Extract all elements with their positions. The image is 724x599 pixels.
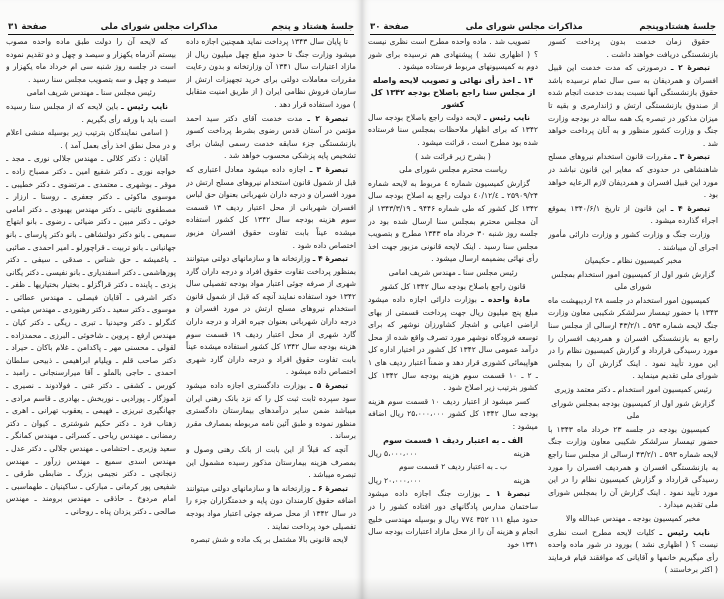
paragraph-label: مادهٔ واحده ـ [481,295,530,305]
paragraph-text: ( بشرح زیر قرائت شد ) [415,151,491,161]
paragraph-label: تبصرهٔ ۳ ـ [309,164,348,174]
section-heading [368,435,538,447]
paragraph-text: درصورتی که مدت خدمت این قبیل افسران و همردیفان به سی سال تمام نرسیده باشد حقوق بازنشستگی آنها نسبت بمدت خدمت انجام شده از صندوق بازنشستگی ارتش و ژاندارمری و بقیه تا میزان مذکور در تبصره یک همه ساله در بودجه وزارت جنگ و وزارت کشور منظور و به آنان پرداخت خواهد شد . [548,63,718,148]
paragraph [368,112,538,150]
paragraph [368,36,538,74]
centered-line [548,384,718,397]
paragraph-text: باین لایحه که از مجلس سنا رسیده است باید با ورقه رأی بگیریم . [6,101,176,124]
text-column [186,36,356,593]
paragraph-text: وزارتخانه ها و سازمانهای دولتی میتوانند اضافه حقوق کارمندان دون پایه و خدمتگزاران جزء را در سال ۱۳۴۲ از محل صرفه جوئی اعتبار مواد بودجه تفصیلی خود پرداخت نمایند . [186,483,356,531]
paragraph-label: تبصرهٔ ۳ ـ [674,152,710,162]
session-title: جلسهٔ هشتاد و پنجم [271,22,354,32]
paragraph [186,483,356,533]
paragraph-text: رئیس مجلس سنا ـ مهندس شریف امامی [388,267,518,277]
paragraph [368,488,538,551]
paragraph-label: تبصرهٔ ۲ ـ [307,113,348,123]
paragraph-text: کسر میشود از اعتبار ردیف ۱۰ قسمت سوم هزینه بودجه سال ۱۳۴۲ کل کشور ۲۵،۰۰۰،۰۰۰ ریال اضافه میشود : [368,396,538,432]
paragraph [548,527,718,577]
paragraph [368,294,538,395]
publication-title: مذاكرات مجلس شوراى ملى [100,22,218,32]
paragraph-label: نایب رئیس ـ [121,101,168,111]
page-header [370,19,716,35]
paragraph [548,424,718,512]
budget-line-label: هزینه [513,475,530,485]
paragraph-text: آقایان : دکتر کلالی ـ مهندس جلالی نوری ـ مجد ـ خواجه نوری ـ دکتر شفیع امین ـ دکتر مصباح زاده ـ موقر ـ بوشهری ـ معتمدی ـ مرتضوی ـ دکتر خطیبی ـ موسوی ماکوئی ـ دکتر جعفری ـ روستا ـ ارزار ـ مصطفوی نائینی ـ دکتر مهندس بهبودی ـ دکتر امامی خوئی ـ دکتر مبین ـ دکتر ضیائی ـ رضوی ـ بانو ابتهاج سمیعی ـ بانو دکتر دولتشاهی ـ بانو دکتر پارسای ـ بانو جهانبانی ـ بانو تربیت ـ قراچورلو ـ امیر احمدی ـ صائبی ـ باغمیشه ـ حق شناس ـ صدقی ـ سیفی ـ دکتر پورهاشمی ـ دکتر اسفندیاری ـ بانو نفیسی ـ دکتر یگانی یزدی ـ پاینده ـ دکتر قراگزلو ـ بختیار بختیاریها ـ ظفر ـ دکتر اشرفی ـ آقایان فیصلی ـ مهندس عطائی ـ موسوی ـ دکتر سعید ـ دکتر رهنوردی ـ مهندس میثمی ـ کنگرلو ـ دکتر وحیدنیا ـ تبری ـ ریگی ـ دکتر کیان ـ مهندس ارفع ـ پروین ـ شاخوئی ـ البرزی ـ محمدزاده ـ لقولی ـ محسنی مهر ـ پاکدامن ـ غلام باکان ـ حیراد ـ دکتر صاحب قلم ـ ویلیام ابراهیمی ـ ذبیحی سلطان احمدی ـ حاجی بالملو ـ آقا میرارسنجانی ـ رامبد ـ کورس ـ کشفی ـ دکتر غنی ـ فولادوند ـ نصیری ـ آموزگار ـ پورادیی ـ نوربخش ـ بهادری ـ قاسم مرادی ـ جهانگیری تبریزی ـ فهیمی ـ یعقوب تهرانی ـ اهری ـ زهتاب فرد ـ دکتر حکیم شوشتری ـ کیوان ـ دکتر رمضانی ـ مهندس ریاحی ـ کسرائی ـ مهندس کمانگر ـ سعید وزیری ـ احتشامی ـ مهندس جلالی ـ دکتر عدل ـ مهندس اسدی سمیع ـ مهندس زرآور ـ مهندس زنجانچی ـ دکتر نجیمی بزرگ ـ ضابطی طرقی ـ شفیعی پور کرمانی ـ مبارکی ـ ساکینیان ـ طهماسبی ـ امام مردوخ ـ حاذقی ـ مهندس برومند ـ مهندس صالحی ـ دکتر یزدان پناه ـ روحانی ـ [6,154,176,516]
centered-line [368,281,538,294]
paragraph [186,444,356,482]
paragraph-text: مخبر کمیسیون نظام ـ حکیمیان [584,256,682,266]
paragraph-text: مدت خدمت آقای دکتر سید احمد مؤتمن در آستان قدس رضوی بشرط پرداخت کسور بازنشستگی جزء سابقه خدمت رسمی ایشان برای تشخیص پایه پزشکی محسوب خواهد شد . [186,113,356,161]
session-title: جلسهٔ هشتادوپنجم [639,22,716,32]
paragraph-label: تبصرهٔ ۴ ـ [670,203,710,213]
centered-line [368,151,538,164]
centered-line [548,513,718,526]
paragraph-text: تا پایان سال ۱۳۴۳ پرداخت نماید همچنین اجازه داده میشود وزارت جنگ تا حدود مبلغ چهل میلیون ریال از مازاد اعتبارات سال ۱۳۴۱ آن وزارتخانه و بدون رعایت مقررات معاملات دولتی برای خرید تجهیزات ارتش از سازمان فروش نظامی ایران ( از طریق امنیت متقابل ) مورد استفاده قرار دهد . [186,37,356,109]
paragraph-text: گزارش شور اول از کمیسیون بودجه بمجلس شورای ملی [551,398,715,421]
paragraph-text: این قانون از تاریخ ۱۳۴۰/۶/۱ بموقع اجراء گذارده میشود . [548,203,718,226]
paragraph [548,36,718,61]
budget-line [368,448,538,461]
paragraph-label: تبصرهٔ ۵ ـ [309,381,348,391]
paragraph [186,113,356,163]
paragraph-label: تبصرهٔ ۶ ـ [312,483,348,493]
centered-line [368,164,538,177]
paragraph [186,36,356,112]
paragraph-text: لایحه قانونی بالا مشتمل بر یک ماده و شش تبصره [190,535,348,545]
paragraph-text: رئیس مجلس سنا ـ مهندس شریف امامی [26,88,156,98]
budget-line-amount: ۲۰،۰۰۰،۰۰۰ ریال [368,475,422,485]
paragraph-text: اجازه داده میشود معادل اعتباری که قبل از شمول قانون استخدام نیروهای مسلح ارتش در مورد افسران و درجه داران شهربانی بعنوان حق لباس افسران شهربانی از محل اعتبار ردیف ۱۳ قسمت سوم هزینه بودجه سال ۱۳۴۲ کل کشور استفاده میشده عیناً بابت تفاوت حقوق افسران مزبور اختصاص داده شود . [186,164,356,250]
paragraph-text: که لایحه آن را دولت طبق ماده واحده مصوب بیستم آذرماه یکهزار و سیصد و چهل و دو تقدیم نموده است در جلسه روز شنبه سی ام خرداد ماه یکهزار و سیصد و چهل و سه بتصویب مجلس سنا رسید . [6,37,176,84]
centered-line [548,255,718,268]
paragraph [6,153,176,518]
paragraph-text: الف ـ به اعتبار ردیف ۱ قسمت سوم [383,435,523,445]
paragraph [548,62,718,150]
text-column [6,36,176,593]
text-columns [368,36,718,593]
paragraph-label: تبصرهٔ ۲ ـ [670,63,710,73]
paragraph-text: وزارتخانه ها و سازمانهای دولتی میتوانند بمنظور پرداخت تفاوت حقوق افراد و درجه داران گارد شهری از صرفه جوئی اعتبار مواد بودجه تفصیلی سال ۱۳۴۲ خود استفاده نمایند آنچه که قبل از شمول قانون استخدام نیروهای مسلح ارتش در مورد افسران و درجه داران شهربانی بعنوان جیره افراد و درجه داران گارد شهری از محل اعتبار ردیف ۱۹ قسمت سوم هزینه بودجه سال ۱۳۴۲ کل کشور استفاده میشده عیناً بابت تفاوت حقوق افراد و درجه داران گارد شهری اختصاص داده میشود . [186,254,356,377]
paragraph-label: تبصرهٔ ۱ ـ [486,489,530,499]
budget-line-amount: ۵،۰۰۰،۰۰۰ ریال [368,448,418,458]
paragraph-text: قانون راجع باصلاح بودجه سال ۱۳۴۲ کل کشور [380,281,526,291]
paragraph-text: رئیس کمیسیون امور استخدام ـ دکتر معتمد وزیری [554,385,712,395]
publication-title: مذاكرات مجلس شوراى ملى [465,22,583,32]
section-heading [368,75,538,111]
paragraph-label: تبصرهٔ ۴ ـ [312,254,348,264]
paragraph [368,178,538,266]
paragraph-text: آنچه که قبلاً از این بابت از بانک رهنی وصول و بمصرف هزینه بیمارستان مذکور رسیده مشمول این تبصره میباشد . [186,445,356,480]
paragraph [6,127,176,152]
budget-line [368,475,538,488]
paragraph-text: کمیسیون امور استخدام در جلسه ۲۸ اردیبهشت ماه ۱۳۴۳ با حضور تیمسار سرلشکر شکیبی معاون وزارت جنگ لایحه شماره ۵۹۳ ـ ۴۳/۲/۱ ارسالی از مجلس سنا راجع به بازنشستگی افسران و همردیف افسران را مورد رسیدگی قرارداد و گزارش کمیسیون نظام را در این مورد تأیید نمود . اینک گزارش آن را بمجلس شورای ملی تقدیم مینماید . [548,295,718,381]
paragraph [548,229,718,254]
paragraph [368,396,538,434]
paragraph-text: وزارت جنگ و وزارت کشور و وزارت دارائی مأمور اجرای آن میباشند . [548,229,718,252]
paragraph [186,380,356,443]
paragraph-text: بوزارت جنگ اجازه داده میشود ساختمان مدارس پادگانهای دور افتاده کشور را در حدود مبلغ ۱۱۱ ۳۵۲ ۷۷٤ ریال و بوسیله مهندسی خلیج انجام و هزینه آن را از محل مازاد اعتبارات بودجه سال ۱۳۴۱ خود [368,489,538,549]
paragraph-text: حقوق زمان خدمت بدون پرداخت کسور بازنشستگی دریافت خواهند داشت . [548,37,718,59]
paragraph-text: تصویب شد . ماده واحده مطرح است نظری نیست ؟ ( اظهاری نشد ) پیشنهادی هم نرسیده برای شور دوم به کمیسیونهای مربوط فرستاده میشود . [368,37,538,72]
paragraph [548,151,718,201]
page-header [8,19,354,35]
text-columns [6,36,356,593]
paragraph-text: ب ـ به اعتبار ردیف ۲ قسمت سوم [398,462,508,472]
paragraph [548,295,718,383]
paragraph-text: کلیات لایحه مطرح است نظری نیست ؟ ( اظهاری نشد ) بورود در شور ماده واحده رأی میگیریم خانمها و آقایانی که موافقند قیام فرمایند ( اکثر برخاستند ) [548,527,718,575]
paragraph-text: ریاست محترم مجلس شورای ملی [399,165,507,175]
paragraph-text: لایحه دولت راجع باصلاح بودجه سال ۱۳۴۲ که برای اظهار ملاحظات بمجلس سنا فرستاده شده بود مطرح است ، قرائت میشود . [368,112,538,147]
paragraph-text: مخبر کمیسیون بودجه ـ مهندس عبدالله والا [565,513,701,523]
paragraph [6,101,176,126]
paragraph-text: ( اسامی نمایندگان بترتیب زیر بوسیله منشی اعلام و در محل نطق اخذ رأی بعمل آمد ) . [6,128,176,150]
centered-line [548,398,718,423]
page-number: صفحة ۳۰ [370,22,409,32]
centered-line [368,267,538,280]
paragraph-text: بوزارت دادگستری اجازه داده میشود سود سپرده ثابت ثبت کل را که نزد بانک رهنی ایران میباشد ضمن سایر درآمدهای بیمارستان دادگستری منظور نموده و طبق آئین نامه مربوطه بمصارف مقرر برساند . [186,381,356,441]
paragraph-text: مقررات قانون استخدام نیروهای مسلح شاهنشاهی در حدودی که مغایر این قانون نباشد در مورد این قبیل افسران و همردیفان لازم الرعایه خواهد بود . [548,152,718,200]
page-30 [362,0,724,599]
paragraph [186,164,356,252]
text-column [548,36,718,593]
centered-line [368,461,538,474]
paragraph-label: نایب رئیس ـ [483,112,530,122]
paragraph-text: کمیسیون بودجه در جلسه ۲۳ خرداد ماه ۱۳۴۳ با حضور تیمسار سرلشکر شکیبی معاون وزارت جنگ لایحه شماره ۵۹۳ ـ ۴۳/۲/۱ ارسالی از مجلس سنا راجع به بازنشستگی افسران و همردیف افسران را مورد رسیدگی قرارداد و گزارش کمیسیون نظام را در این مورد تأیید نمود . اینک گزارش آن را بمجلس شورای ملی تقدیم میدارد . [548,424,718,510]
paragraph-text: گزارش کمیسیون شماره ٤ مربوط به لایحه شماره ۲۵۹۰۹/۲۴ ـ ٤۰/۱۲/٤ دولت راجع به اصلاح بودجه سال ۱۳۴۲ کل کشور که طی شماره ۹۴۴۶ ـ ۱۳۴۳/۳/۱۹ از آن مجلس محترم بمجلس سنا ارسال شده بود در جلسه روز شنبه ۳۰ خرداد ماه ۱۳۴۳ مطرح و بتصویب مجلس سنا رسید . اینک لایحه قانونی مزبور جهت اخذ رأی نهائی بضمیمه ارسال میشود . [368,178,538,264]
paragraph [186,253,356,379]
paragraph-label: نایب رئیس ـ [659,527,710,537]
text-column [368,36,538,593]
page-number: صفحة ۳۱ [8,22,47,32]
centered-line [6,87,176,100]
paragraph [186,534,356,547]
centered-line [548,269,718,294]
paragraph-text: ۱۴ ـ اخذ رأی نهائی و تصویب لایحه واصله از مجلس سنا راجع باصلاح بودجه ۱۳۴۲ کل کشور [370,75,536,109]
paragraph [6,36,176,86]
budget-line-label: هزینه [513,448,530,458]
paragraph-text: بوزارت دارائی اجازه داده میشود مبلغ پنج میلیون ریال جهت پرداخت قسمتی از بهای اراضی اعیانی و اشجار کشاورزان نوشهر که برای توسعه فرودگاه نوشهر مورد تصرف واقع شده از محل درآمد عمومی سال ۱۳۴۲ کل کشور در اختیار اداره کل هواپیمائی کشوری قرار دهد و ضمناً اعتبار ردیف های ۱ ـ ۲ ـ ۱۰ قسمت سوم هزینه بودجه سال ۱۳۴۲ کل کشور بترتیب زیر اصلاح شود . [368,295,538,393]
paragraph-text: گزارش شور اول از کمیسیون امور استخدام بمجلس شورای ملی [551,269,715,292]
paragraph [548,203,718,228]
